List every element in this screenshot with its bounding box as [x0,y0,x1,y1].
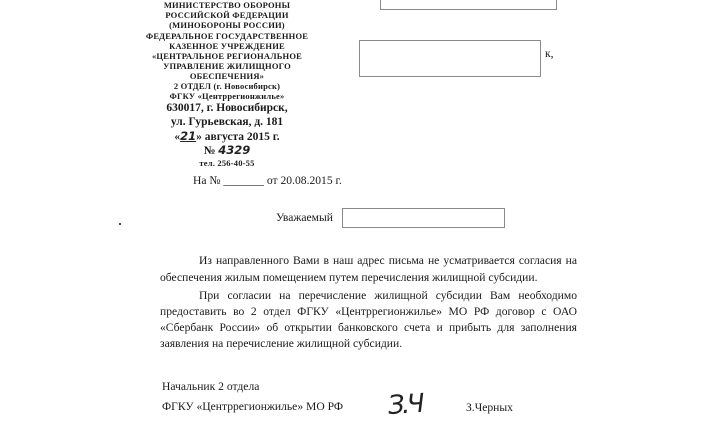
date-month-year: » августа 2015 г. [196,131,280,143]
reference-date: от 20.08.2015 г. [266,174,342,187]
body-paragraph-1-line-1: Из направленного Вами в наш адрес письма не усматривается согласия на [199,254,577,267]
scan-speck [119,223,121,225]
redacted-recipient-name [380,0,557,10]
header-ministry-line-1: МИНИСТЕРСТВО ОБОРОНЫ [163,0,291,10]
header-department: 2 ОТДЕЛ (г. Новосибирск) [173,81,281,91]
header-ministry-line-2: РОССИЙСКОЙ ФЕДЕРАЦИИ [165,10,289,20]
header-short-name: ФГКУ «Центррегионжилье» [169,91,285,101]
header-address-street: ул. Гурьевская, д. 181 [170,116,284,128]
body-paragraph-2-line-4: заявления на перечисление жилищной субсидии. [160,337,403,350]
signature-position-line-2: ФГКУ «Центррегионжилье» МО РФ [162,400,344,413]
body-paragraph-2-line-1: При согласии на перечисление жилищной субсидии Вам необходимо [199,289,577,302]
header-ministry-line-3: (МИНОБОРОНЫ РОССИИ) [169,20,285,30]
number-handwritten: 4329 [218,143,251,157]
redacted-recipient-greeting-name [342,208,505,228]
redacted-recipient-address [359,40,541,77]
greeting: Уважаемый [276,211,333,224]
body-paragraph-1-line-2: обеспечения жилым помещением путем перечисления жилищной субсидии. [160,271,538,284]
reference-line [193,175,342,187]
reference-number-blank: _______ [223,174,264,187]
date-open-quote: « [174,131,181,143]
header-institution-line-4: УПРАВЛЕНИЕ ЖИЛИЩНОГО [163,61,291,71]
header-institution-line-3: «ЦЕНТРАЛЬНОЕ РЕГИОНАЛЬНОЕ [151,51,303,61]
signature-name: З.Черных [466,401,513,414]
recipient-city-suffix: к, [545,47,554,60]
header-institution-line-2: КАЗЕННОЕ УЧРЕЖДЕНИЕ [169,41,285,51]
header-outgoing-number [127,145,327,158]
header-date [127,131,327,144]
header-institution-line-5: ОБЕСПЕЧЕНИЯ» [189,71,265,81]
signature-position-line-1: Начальник 2 отдела [162,380,260,393]
date-day-handwritten: 21 [180,129,197,143]
header-phone: тел. 256-40-55 [199,158,255,168]
number-label: № [203,145,216,157]
reference-label: На № [193,174,221,187]
body-paragraph-2-line-3: «Сбербанк России» об открытии банковского счета и прибыть для заполнения [160,321,577,334]
handwritten-signature: З.Ч [386,388,423,422]
header-address-city: 630017, г. Новосибирск, [166,102,288,114]
body-paragraph-2-line-2: предоставить во 2 отдел ФГКУ «Центррегионжилье» МО РФ договор с ОАО [160,305,577,318]
header-institution-line-1: ФЕДЕРАЛЬНОЕ ГОСУДАРСТВЕННОЕ [145,31,309,41]
